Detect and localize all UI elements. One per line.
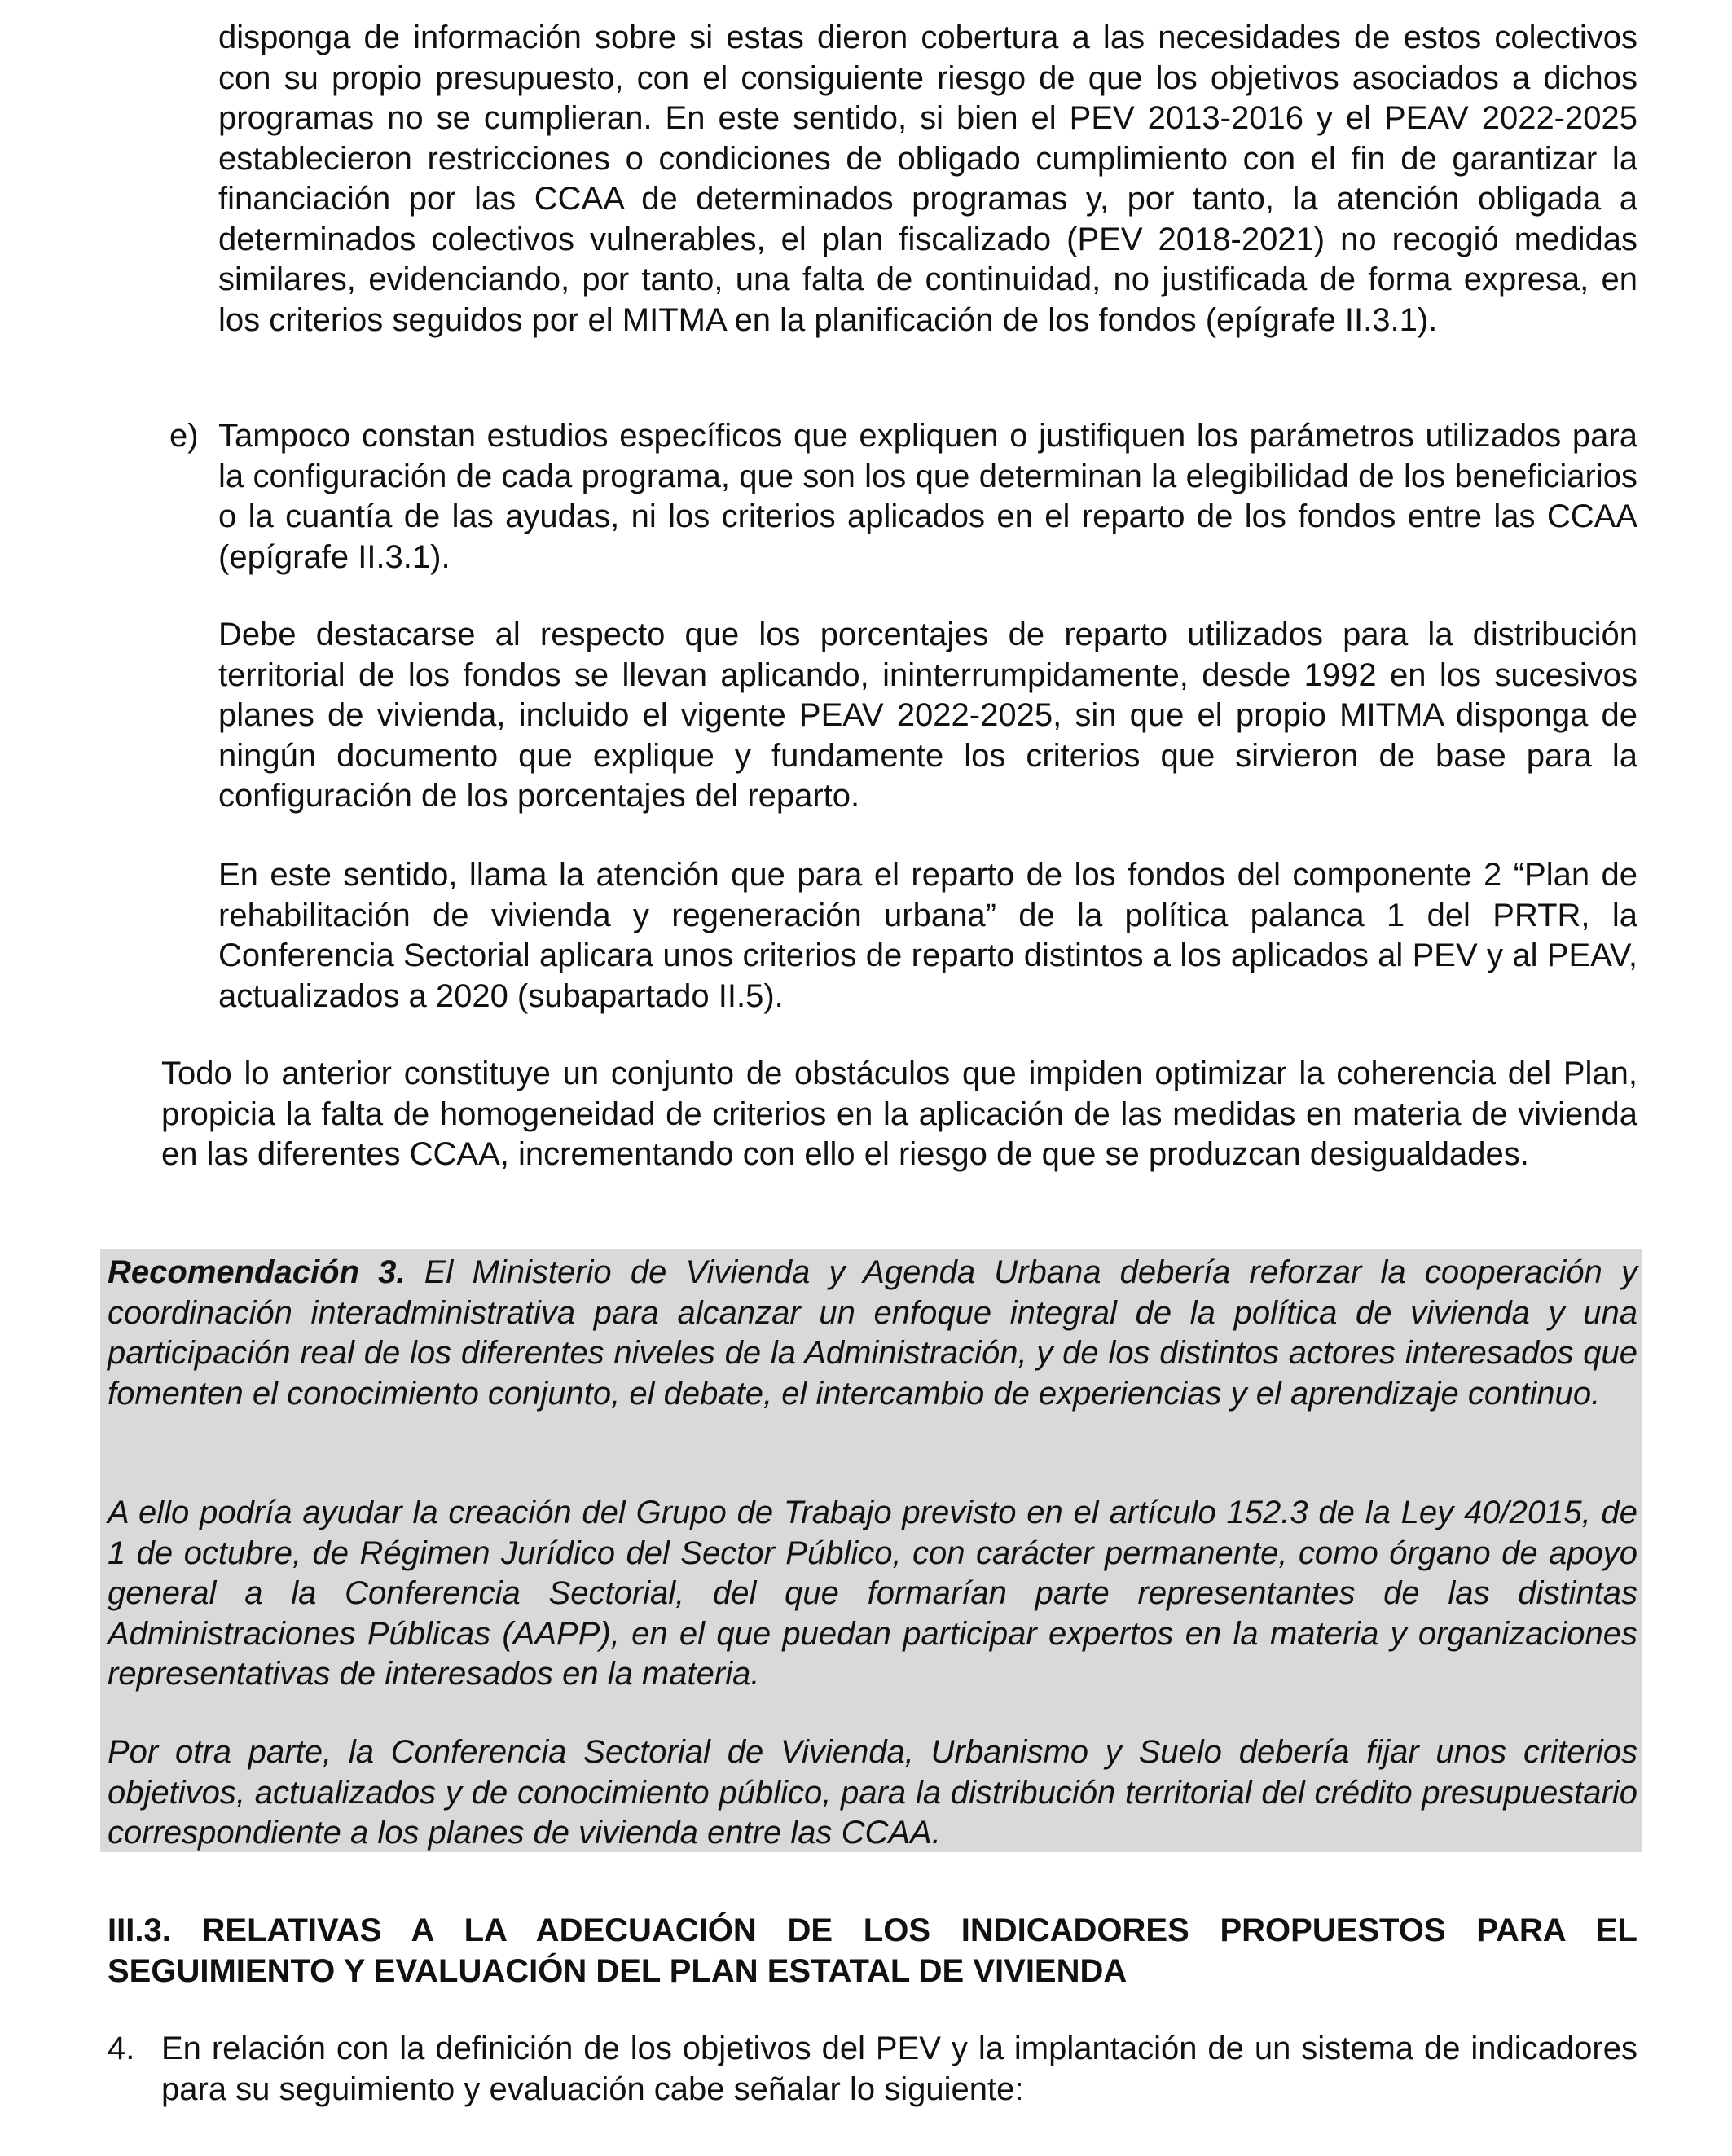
paragraph-continuation: disponga de información sobre si estas dieron cobertura a las necesidades de estos colectivos con su propio presupuesto, con el consiguiente riesgo de que los objetivos asociados a dichos programas no se cumplieran. En este sentido, si bien el PEV 2013-2016 y el PEAV 2022-2025 establecieron restricciones o condiciones de obligado cumplimiento con el fin de garantizar la financiación por las CCAA de determinados programas y, por tanto, la atención obligada a determinados colectivos vulnerables, el plan fiscalizado (PEV 2018-2021) no recogió medidas similares, evidenciando, por tanto, una falta de continuidad, no justificada de forma expresa, en los criterios seguidos por el MITMA en la planificación de los fondos (epígrafe II.3.1). bbox=[218, 20, 1637, 338]
paragraph-sentido: En este sentido, llama la atención que para el reparto de los fondos del componente 2 “Plan de rehabilitación de vivienda y regeneración urbana” de la política palanca 1 del PRTR, la Conferencia Sectorial aplicara unos criterios de reparto distintos a los aplicados al PEV y al PEAV, actualizados a 2020 (subapartado II.5). bbox=[218, 857, 1637, 1014]
recommendation-label: Recomendación 3. bbox=[108, 1254, 406, 1290]
list-marker-4: 4. bbox=[108, 2031, 135, 2066]
recommendation-paragraph-1 bbox=[108, 1253, 1637, 1414]
recommendation-paragraph-2: A ello podría ayudar la creación del Grupo de Trabajo previsto en el artículo 152.3 de la Ley 40/2015, de 1 de octubre, de Régimen Jurídico del Sector Público, con carácter permanente, como órgano de apoyo general a la Conferencia Sectorial, del que formarían parte representantes de las distintas Administraciones Públicas (AAPP), en el que puedan participar expertos en la materia y organizaciones representativas de interesados en la materia. bbox=[108, 1495, 1637, 1692]
section-heading: III.3. RELATIVAS A LA ADECUACIÓN DE LOS INDICADORES PROPUESTOS PARA EL SEGUIMIENTO Y EVALUACIÓN DEL PLAN ESTATAL DE VIVIENDA bbox=[108, 1912, 1637, 1989]
list-item-e: Tampoco constan estudios específicos que expliquen o justifiquen los parámetros utilizados para la configuración de cada programa, que son los que determinan la elegibilidad de los beneficiarios o la cuantía de las ayudas, ni los criterios aplicados en el reparto de los fondos entre las CCAA (epígrafe II.3.1). bbox=[218, 418, 1637, 575]
paragraph-todo-lo-anterior: Todo lo anterior constituye un conjunto de obstáculos que impiden optimizar la coherencia del Plan, propicia la falta de homogeneidad de criterios en la aplicación de las medidas en materia de vivienda en las diferentes CCAA, incrementando con ello el riesgo de que se produzcan desigualdades. bbox=[161, 1056, 1637, 1172]
paragraph-destacarse: Debe destacarse al respecto que los porcentajes de reparto utilizados para la distribución territorial de los fondos se llevan aplicando, ininterrumpidamente, desde 1992 en los sucesivos planes de vivienda, incluido el vigente PEAV 2022-2025, sin que el propio MITMA disponga de ningún documento que explique y fundamente los criterios que sirvieron de base para la configuración de los porcentajes del reparto. bbox=[218, 617, 1637, 814]
recommendation-paragraph-3: Por otra parte, la Conferencia Sectorial de Vivienda, Urbanismo y Suelo debería fijar unos criterios objetivos, actualizados y de conocimiento público, para la distribución territorial del crédito presupuestario correspondiente a los planes de vivienda entre las CCAA. bbox=[108, 1734, 1637, 1851]
list-marker-e: e) bbox=[169, 418, 199, 454]
recommendation-text-1: El Ministerio de Vivienda y Agenda Urbana debería reforzar la cooperación y coordinación interadministrativa para alcanzar un enfoque integral de la política de vivienda y una participación real de los diferentes niveles de la Administración, y de los distintos actores interesados que fomenten el conocimiento conjunto, el debate, el intercambio de experiencias y el aprendizaje continuo. bbox=[108, 1254, 1638, 1412]
list-item-4: En relación con la definición de los objetivos del PEV y la implantación de un sistema de indicadores para su seguimiento y evaluación cabe señalar lo siguiente: bbox=[161, 2031, 1637, 2107]
